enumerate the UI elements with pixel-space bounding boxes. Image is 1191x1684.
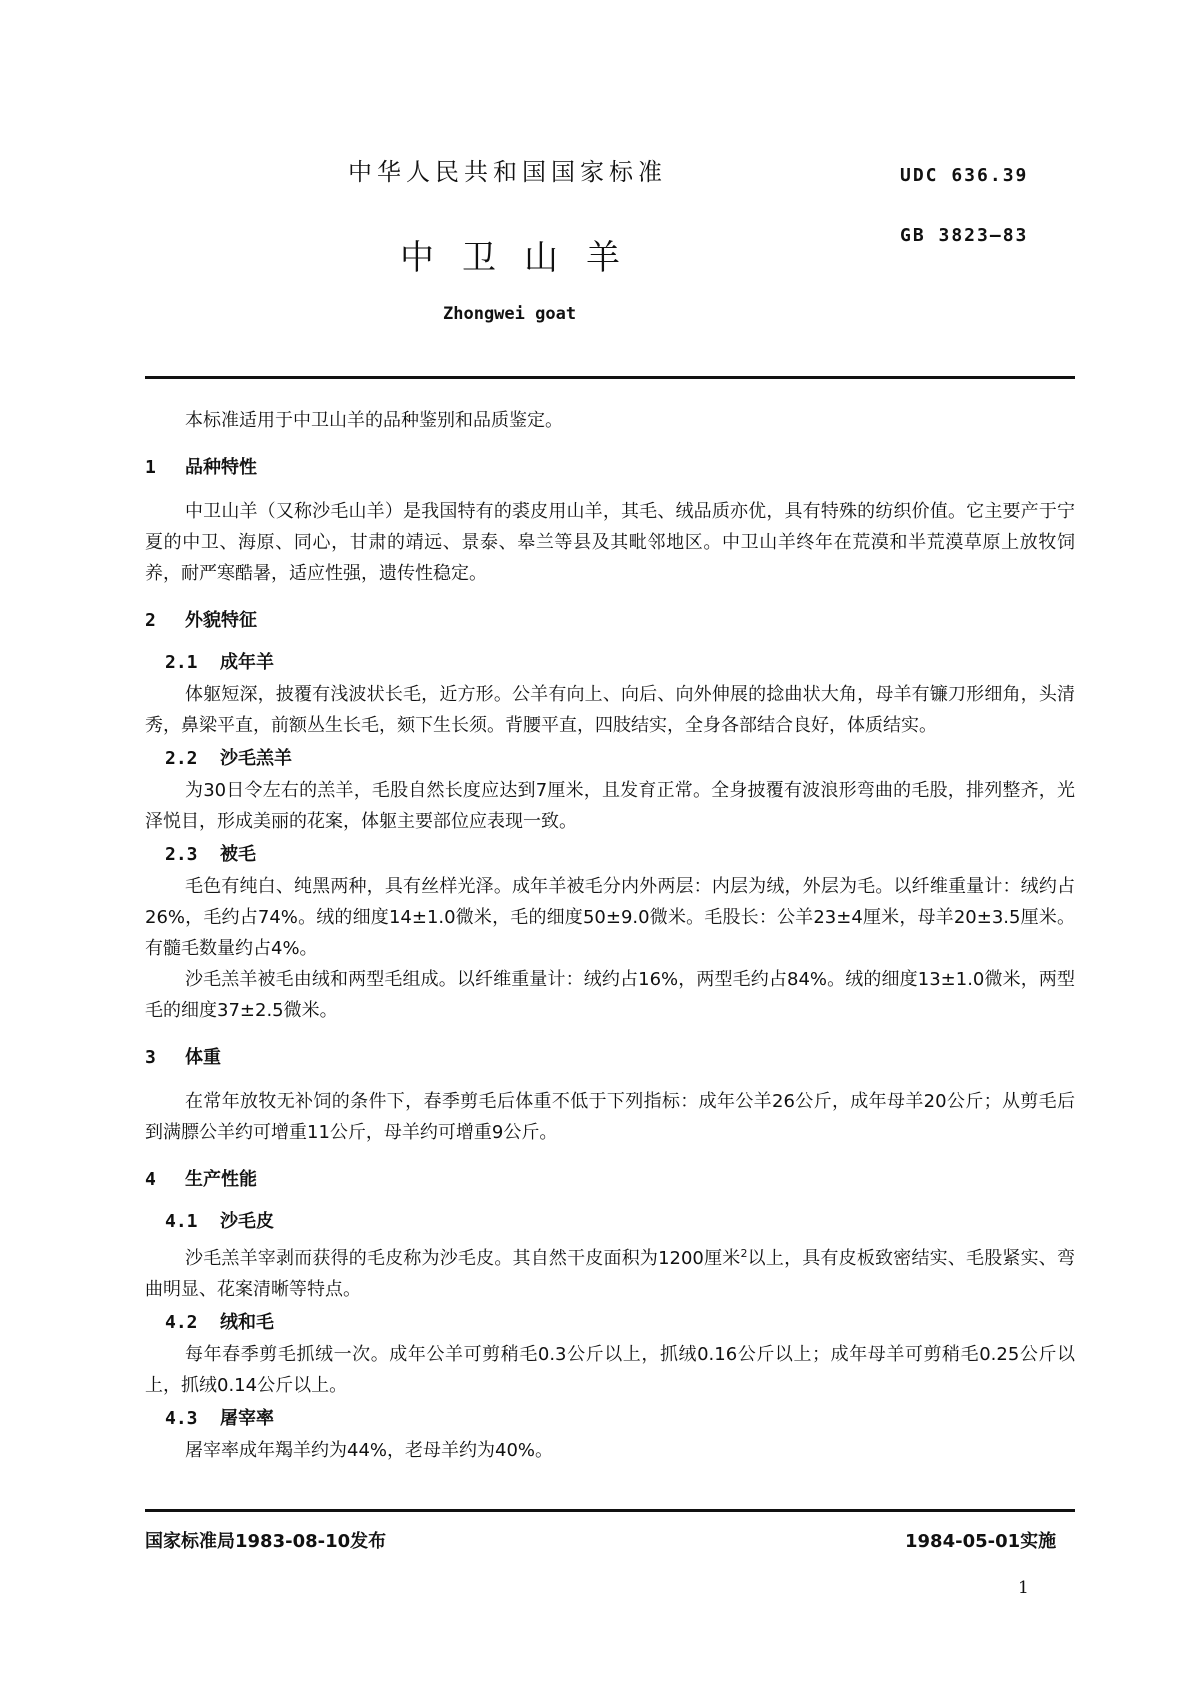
subsection-title: 沙毛羔羊 [220,748,292,769]
subsection-title: 绒和毛 [220,1312,274,1333]
effective-date: 1984-05-01实施 [905,1531,1057,1552]
section-4-2-heading [165,1309,1075,1337]
footer-divider [145,1509,1075,1512]
subsection-number: 2.3 [165,844,198,865]
subsection-number: 4.3 [165,1408,198,1429]
section-title: 品种特性 [185,457,257,478]
document-title-en: Zhongwei goat [443,304,577,324]
gb-code: GB 3823—83 [900,225,1029,246]
subsection-number: 4.1 [165,1211,198,1232]
text-run: 以上，具有皮板致密结实、毛股紧实、弯曲明显、花案清晰等特点。 [145,1248,1076,1300]
udc-code: UDC 636.39 [900,165,1029,186]
section-number: 3 [145,1047,156,1068]
section-4-1-heading [165,1208,1075,1236]
superscript: 2 [740,1247,748,1260]
section-2-3-paragraph-2: 沙毛羔羊被毛由绒和两型毛组成。以纤维重量计：绒约占16%，两型毛约占84%。绒的细度13±1.0微米，两型毛的细度37±2.5微米。 [145,969,1075,1021]
section-title: 外貌特征 [185,610,257,631]
standard-name: 中华人民共和国国家标准 [348,158,667,186]
section-title: 生产性能 [185,1169,257,1190]
section-number: 2 [145,610,156,631]
section-2-1-paragraph: 体躯短深，披覆有浅波状长毛，近方形。公羊有向上、向后、向外伸展的捻曲状大角，母羊有镰刀形细角，头清秀，鼻梁平直，前额丛生长毛，颏下生长须。背腰平直，四肢结实，全身各部结合良好，体质结实。 [145,684,1075,736]
text-run: 沙毛羔羊宰剥而获得的毛皮称为沙毛皮。其自然干皮面积为1200厘米 [185,1248,741,1269]
section-1-paragraph: 中卫山羊（又称沙毛山羊）是我国特有的裘皮用山羊，其毛、绒品质亦优，具有特殊的纺织价值。它主要产于宁夏的中卫、海原、同心，甘肃的靖远、景泰、皋兰等县及其毗邻地区。中卫山羊终年在荒漠和半荒漠草原上放牧饲养，耐严寒酷暑，适应性强，遗传性稳定。 [145,501,1075,584]
section-2-3-heading [165,841,1075,869]
section-2-2-paragraph: 为30日令左右的羔羊，毛股自然长度应达到7厘米，且发育正常。全身披覆有波浪形弯曲的毛股，排列整齐，光泽悦目，形成美丽的花案，体躯主要部位应表现一致。 [145,780,1075,832]
section-2-heading [145,607,1075,635]
page-number: 1 [1018,1578,1029,1598]
section-4-1-paragraph [145,1238,1075,1305]
section-2-2-heading [165,745,1075,773]
section-1-heading [145,454,1075,482]
subsection-title: 屠宰率 [220,1408,274,1429]
section-4-3-heading [165,1405,1075,1433]
subsection-number: 4.2 [165,1312,198,1333]
issue-date: 国家标准局1983-08-10发布 [145,1531,387,1552]
section-4-heading [145,1166,1075,1194]
document-title: 中卫山羊 [400,238,648,278]
subsection-title: 被毛 [220,844,256,865]
section-2-1-heading [165,649,1075,677]
subsection-title: 沙毛皮 [220,1211,274,1232]
section-number: 1 [145,457,156,478]
section-2-3-paragraph-1: 毛色有纯白、纯黑两种，具有丝样光泽。成年羊被毛分内外两层：内层为绒，外层为毛。以纤维重量计：绒约占26%，毛约占74%。绒的细度14±1.0微米，毛的细度50±9.0微米。毛股长：公羊23±4厘米，母羊20±3.5厘米。有髓毛数量约占4%。 [145,876,1075,959]
section-3-heading [145,1044,1075,1072]
section-3-paragraph: 在常年放牧无补饲的条件下，春季剪毛后体重不低于下列指标：成年公羊26公斤，成年母羊20公斤；从剪毛后到满膘公羊约可增重11公斤，母羊约可增重9公斤。 [145,1091,1075,1143]
section-number: 4 [145,1169,156,1190]
document-body [145,405,1075,1466]
header-divider [145,376,1075,379]
section-title: 体重 [185,1047,221,1068]
section-4-3-paragraph: 屠宰率成年羯羊约为44%，老母羊约为40%。 [185,1440,554,1461]
subsection-number: 2.2 [165,748,198,769]
intro-paragraph: 本标准适用于中卫山羊的品种鉴别和品质鉴定。 [185,410,563,431]
subsection-title: 成年羊 [220,652,274,673]
section-4-2-paragraph: 每年春季剪毛抓绒一次。成年公羊可剪稍毛0.3公斤以上，抓绒0.16公斤以上；成年母羊可剪稍毛0.25公斤以上，抓绒0.14公斤以上。 [145,1344,1075,1396]
subsection-number: 2.1 [165,652,198,673]
